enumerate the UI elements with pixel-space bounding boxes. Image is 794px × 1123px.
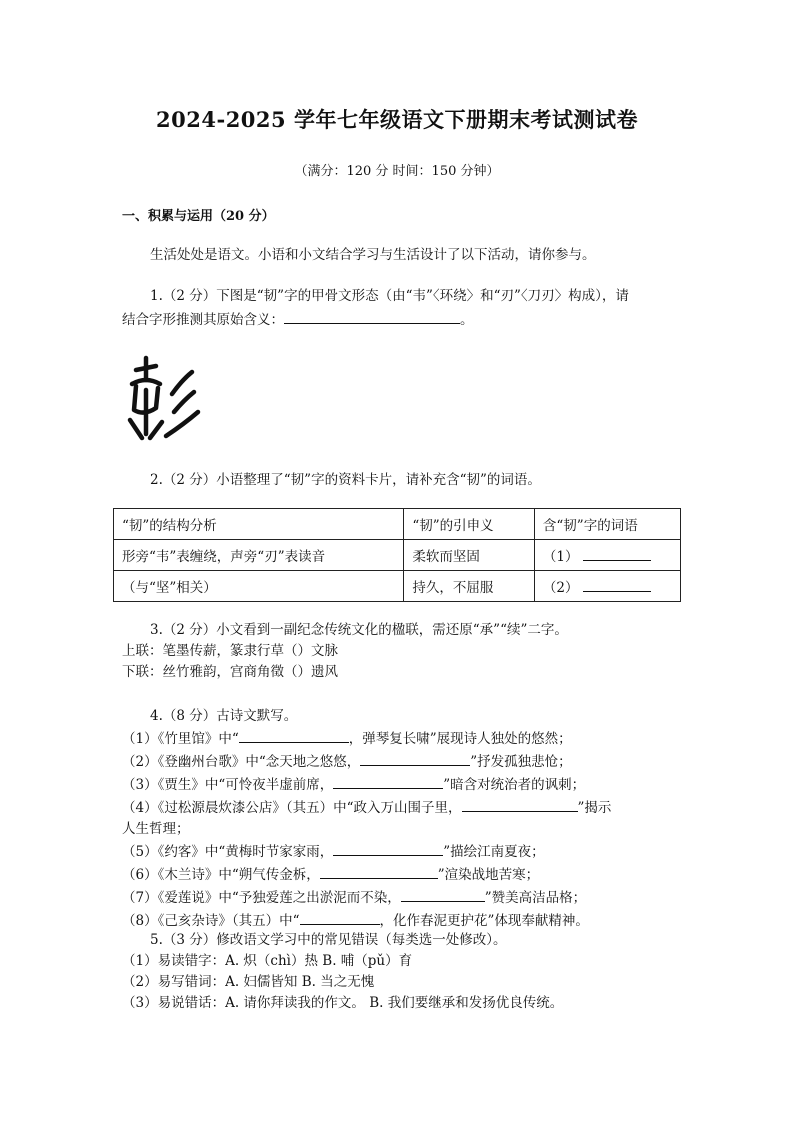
question-1-line2 [122, 308, 474, 331]
answer-blank[interactable] [284, 308, 460, 324]
page-title: 2024-2025 学年七年级语文下册期末考试测试卷 [156, 107, 638, 132]
table-cell [534, 571, 680, 602]
table-header: “韧”的结构分析 [114, 509, 404, 540]
question-4 [122, 706, 611, 932]
table-row [114, 571, 681, 602]
item-text: ，弹琴复长啸”展现诗人独处的悠然； [348, 731, 572, 747]
item-text: ”揭示 [577, 800, 612, 816]
table-cell: （与“坚”相关） [114, 571, 404, 602]
answer-blank[interactable] [583, 577, 651, 592]
item-text: ”抒发孤独悲怆； [470, 754, 572, 770]
answer-blank[interactable] [333, 773, 443, 789]
table-cell [534, 540, 680, 571]
item-text: （4）《过松源晨炊漆公店》（其五）中“政入万山围子里， [122, 800, 462, 816]
answer-blank[interactable] [583, 546, 651, 561]
couplet-upper: 上联：笔墨传薪，篆隶行草（）文脉 [122, 643, 338, 659]
question-3 [122, 620, 568, 683]
list-item [122, 750, 611, 773]
question-2-prompt: 2.（2 分）小语整理了“韧”字的资料卡片，请补充含“韧”的词语。 [150, 472, 541, 488]
section-heading: 一、积累与运用（20 分） [122, 209, 275, 224]
exam-meta: （满分：120 分 时间：150 分钟） [294, 164, 500, 179]
item-text: （1）《竹里馆》中“ [122, 731, 239, 747]
item-text: （2）《登幽州台歌》中“念天地之悠悠， [122, 754, 361, 770]
table-cell-label: （2） [542, 580, 579, 596]
table-header: “韧”的引申义 [404, 509, 535, 540]
table-cell: 柔软而坚固 [404, 540, 535, 571]
item-text: （3）《贾生》中“可怜夜半虚前席， [122, 777, 334, 793]
oracle-bone-glyph-image [122, 350, 202, 444]
couplet-lower: 下联：丝竹雅韵，宫商角徵（）遗风 [122, 664, 338, 680]
item-text: （7）《爱莲说》中“予独爱莲之出淤泥而不染， [122, 890, 401, 906]
table-header: 含“韧”字的词语 [534, 509, 680, 540]
intro-text: 生活处处是语文。小语和小文结合学习与生活设计了以下活动，请你参与。 [150, 247, 596, 263]
question-1-line1: 1.（2 分）下图是“韧”字的甲骨文形态（由“韦”〈环绕〉和“刃”〈刀刃〉构成），请 [150, 288, 629, 304]
table-cell-label: （1） [542, 549, 579, 565]
answer-blank[interactable] [239, 727, 349, 743]
list-item [122, 796, 611, 819]
table-cell: 持久，不屈服 [404, 571, 535, 602]
list-item [122, 886, 611, 909]
item-text: ”渲染战地苦寒； [437, 867, 540, 883]
item-text: ”暗含对统治者的讽刺； [443, 777, 586, 793]
table-header-row [114, 509, 681, 540]
answer-blank[interactable] [360, 750, 470, 766]
item-text: ”描绘江南夏夜； [443, 844, 545, 860]
question-5-prompt: 5.（3 分）修改语文学习中的常见错误（每类选一处修改）。 [150, 932, 507, 948]
list-item [122, 840, 611, 863]
item-text: ”赞美高洁品格； [484, 890, 587, 906]
item-text: （5）《约客》中“黄梅时节家家雨， [122, 844, 334, 860]
item-text: ，化作春泥更护花”体现奉献精神。 [379, 913, 589, 929]
question-1-prompt: 结合字形推测其原始含义： [122, 312, 284, 328]
question-5 [122, 930, 563, 1014]
list-item [122, 727, 611, 750]
answer-blank[interactable] [300, 909, 380, 925]
question-3-prompt: 3.（2 分）小文看到一副纪念传统文化的楹联，需还原“承”“续”二字。 [150, 622, 568, 638]
question-4-prompt: 4.（8 分）古诗文默写。 [150, 708, 298, 724]
list-item: （2）易写错词：A. 妇儒皆知 B. 当之无愧 [122, 974, 375, 990]
answer-blank[interactable] [333, 840, 443, 856]
list-item-continued: 人生哲理； [122, 821, 190, 837]
answer-blank[interactable] [462, 796, 578, 812]
list-item [122, 863, 611, 886]
table-cell: 形旁“韦”表缠绕，声旁“刃”表读音 [114, 540, 404, 571]
answer-blank[interactable] [401, 886, 485, 902]
list-item: （3）易说错话：A. 请你拜读我的作文。 B. 我们要继承和发扬优良传统。 [122, 995, 564, 1011]
table-row [114, 540, 681, 571]
item-text: （8）《己亥杂诗》（其五）中“ [122, 913, 300, 929]
list-item [122, 909, 611, 932]
item-text: （6）《木兰诗》中“朔气传金柝， [122, 867, 320, 883]
list-item: （1）易读错字：A. 炽（chì）热 B. 哺（pǔ）育 [122, 953, 413, 969]
answer-blank[interactable] [320, 863, 438, 879]
question-1-end: 。 [460, 312, 474, 328]
list-item [122, 773, 611, 796]
info-card-table [113, 508, 681, 602]
